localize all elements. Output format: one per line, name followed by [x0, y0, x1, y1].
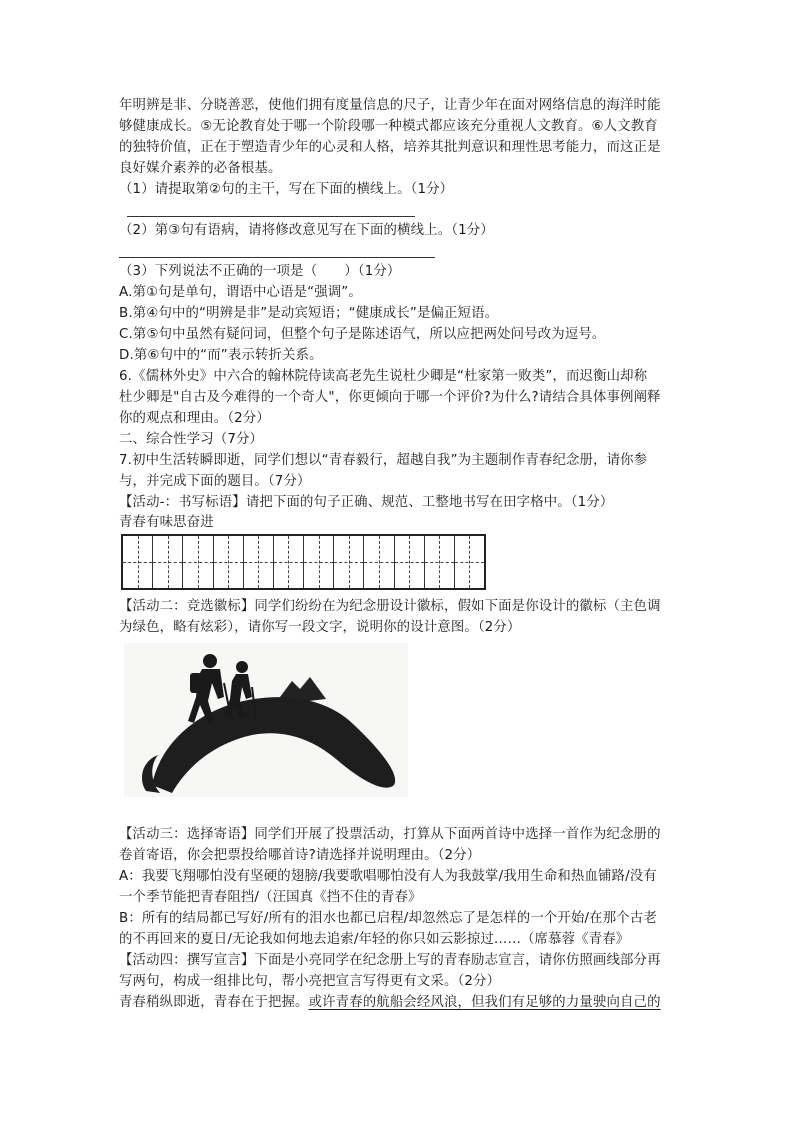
question-7: 与，并完成下面的题目。（7分） — [119, 474, 311, 489]
text-line: 的独特价值，正在于塑造青少年的心灵和人格，培养其批判意识和理性思考能力，而这正是 — [119, 140, 661, 155]
question-6: 杜少卿是"自古及今难得的一个奇人"，你更倾向于哪一个评价?为什么?请结合具体事例阐释 — [119, 390, 661, 405]
text-line: 够健康成长。⑤无论教育处于哪一个阶段哪一种模式都应该充分重视人文教育。⑥人文教育 — [119, 119, 658, 134]
option-c: C.第⑤句中虽然有疑问词，但整个句子是陈述语气，所以应把两处问号改为逗号。 — [119, 327, 606, 342]
grid-cell[interactable] — [395, 536, 425, 588]
answer-line-2[interactable] — [119, 257, 435, 258]
slogan-text: 青春有味思奋进 — [119, 515, 214, 530]
answer-line-1[interactable] — [127, 216, 415, 217]
text-line: 良好媒介素养的必备根基。 — [119, 161, 282, 176]
declaration-line — [119, 993, 679, 1013]
question-2: （2）第③句有语病，请将修改意见写在下面的横线上。（1分） — [119, 223, 494, 238]
activity-2-prompt: 为绿色，略有炫彩），请你写一段文字，说明你的设计意图。（2分） — [119, 620, 521, 635]
grid-cell[interactable] — [153, 536, 183, 588]
grid-cell[interactable] — [214, 536, 244, 588]
grid-cell[interactable] — [425, 536, 455, 588]
declaration-underlined: 或许青春的航船会经风浪，但我们有足够的力量驶向自己的 — [308, 995, 661, 1010]
section-heading: 二、综合性学习（7分） — [119, 432, 264, 447]
question-6: 6.《儒林外史》中六合的翰林院侍读高老先生说杜少卿是“杜家第一败类”，而迟衡山却称 — [119, 369, 648, 384]
activity-3-prompt: 卷首寄语，你会把票投给哪首诗?请选择并说明理由。（2分） — [119, 848, 481, 863]
activity-1-prompt: 【活动-：书写标语】请把下面的句子正确、规范、工整地书写在田字格中。（1分） — [119, 495, 614, 510]
writing-grid[interactable] — [121, 534, 486, 590]
grid-cell[interactable] — [123, 536, 153, 588]
activity-2-prompt: 【活动二：竞选徽标】同学们纷纷在为纪念册设计徽标，假如下面是你设计的徽标（主色调 — [119, 599, 661, 614]
question-6: 你的观点和理由。（2分） — [119, 411, 270, 426]
question-3: （3）下列说法不正确的一项是（ ）（1分） — [119, 264, 401, 279]
option-b: B.第④句中的“明辨是非”是动宾短语；“健康成长”是偏正短语。 — [119, 306, 499, 321]
question-7: 7.初中生活转瞬即逝，同学们想以“青春毅行，超越自我”为主题制作青春纪念册，请你参 — [119, 453, 648, 468]
grid-cell[interactable] — [274, 536, 304, 588]
text-line: 年明辨是非、分晓善恶，使他们拥有度量信息的尺子，让青少年在面对网络信息的海洋时能 — [119, 98, 661, 113]
activity-4-prompt: 【活动四：撰写宣言】下面是小亮同学在纪念册上写的青春励志宣言，请你仿照画线部分再 — [119, 953, 661, 968]
poem-b: 的不再回来的夏日/无论我如何地去追索/年轻的你只如云影掠过……（席慕蓉《青春》 — [119, 932, 630, 947]
declaration-plain: 青春稍纵即逝，青春在于把握。 — [119, 995, 309, 1010]
poem-a: A：我要飞翔哪怕没有坚硬的翅膀/我要歌唱哪怕没有人为我鼓掌/我用生命和热血铺路/没有 — [119, 869, 657, 884]
grid-cell[interactable] — [304, 536, 334, 588]
grid-cell[interactable] — [334, 536, 364, 588]
option-d: D.第⑥句中的“而”表示转折关系。 — [119, 348, 323, 363]
hiking-emblem-image — [124, 643, 408, 797]
poem-a: 一个季节能把青春阻挡/（汪国真《挡不住的青春》 — [119, 890, 422, 905]
activity-4-prompt: 写两句，构成一组排比句，帮小亮把宣言写得更有文采。（2分） — [119, 974, 501, 989]
grid-cell[interactable] — [455, 536, 484, 588]
grid-cell[interactable] — [183, 536, 213, 588]
grid-cell[interactable] — [244, 536, 274, 588]
grid-cell[interactable] — [364, 536, 394, 588]
poem-b: B：所有的结局都已写好/所有的泪水也都已启程/却忽然忘了是怎样的一个开始/在那个古老 — [119, 911, 657, 926]
question-1: （1）请提取第②句的主干，写在下面的横线上。（1分） — [119, 182, 454, 197]
activity-3-prompt: 【活动三：选择寄语】同学们开展了投票活动，打算从下面两首诗中选择一首作为纪念册的 — [119, 827, 661, 842]
option-a: A.第①句是单句，谓语中心语是“强调”。 — [119, 285, 362, 300]
